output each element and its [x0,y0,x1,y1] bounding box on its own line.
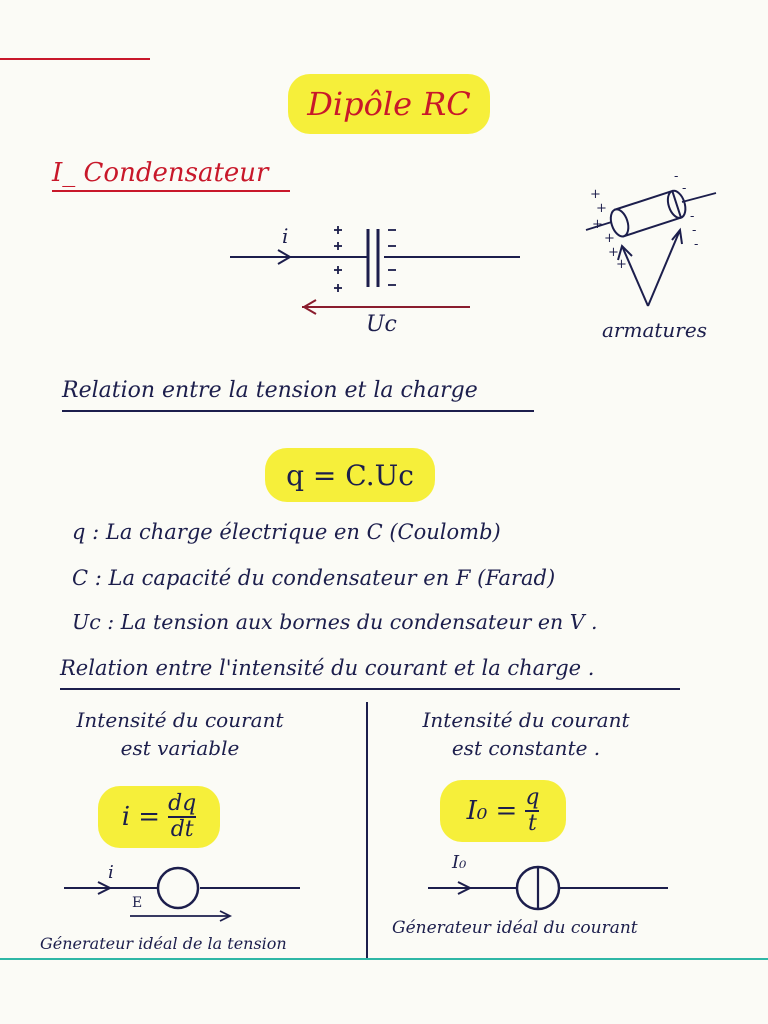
emf-label-e: E [132,895,143,911]
svg-text:+: + [616,257,627,272]
heading-relation-tension-charge: Relation entre la tension et la charge [62,378,478,403]
heading-relation-courant-charge: Relation entre l'intensité du courant et la charge . [60,656,595,680]
section-heading-condensateur: I_ Condensateur [52,158,269,188]
svg-text:+: + [590,187,601,202]
current-label-i: i [282,224,289,248]
left-column-heading [30,706,330,762]
armatures-diagram [578,168,728,318]
left-heading-line2: est variable [120,736,240,760]
bottom-rule [0,958,768,960]
fraction-den-t: t [527,811,537,836]
fraction-num-q: q [525,785,540,810]
fraction-num-dq: dq [168,791,197,816]
caption-voltage-generator: Génerateur idéal de la tension [40,934,287,953]
section-heading-underline [52,190,290,192]
heading-relation-tension-charge-underline [62,410,534,412]
fraction-den-dt: dt [170,817,194,842]
heading-relation-courant-charge-underline [60,688,680,690]
formula-i0-qt [440,780,566,842]
armatures-label: armatures [602,318,707,342]
right-column-heading [376,706,676,762]
formula-i0-lhs: I₀ = [466,796,518,826]
left-heading-line1: Intensité du courant [76,708,284,732]
definition-q: q : La charge électrique en C (Coulomb) [72,520,501,544]
formula-i-lhs: i = [121,802,161,832]
svg-text:-: - [690,209,695,224]
svg-text:-: - [682,181,687,196]
svg-text:+: + [592,217,603,232]
top-rule [0,58,150,60]
caption-current-generator: Génerateur idéal du courant [392,918,638,938]
right-current-label-i0: I₀ [452,852,467,873]
voltage-label-uc: Uc [366,312,397,337]
formula-q-cuc: q = C.Uc [265,448,435,502]
definition-uc: Uc : La tension aux bornes du condensateur en V . [72,610,598,634]
voltage-generator-diagram [60,866,310,926]
fraction-dqdt [168,792,196,842]
page-title: Dipôle RC [288,74,490,134]
left-current-label-i: i [108,862,114,883]
column-divider [366,702,368,958]
svg-text:-: - [692,223,697,238]
svg-text:+: + [596,201,607,216]
right-heading-line2: est constante . [451,736,601,760]
definition-c: C : La capacité du condensateur en F (Farad) [72,566,556,590]
svg-text:-: - [674,169,679,184]
formula-i-dqdt [98,786,220,848]
svg-text:+: + [608,245,619,260]
fraction-qt [525,786,539,836]
svg-text:-: - [694,237,699,252]
right-heading-line1: Intensité du courant [422,708,630,732]
svg-text:+: + [604,231,615,246]
